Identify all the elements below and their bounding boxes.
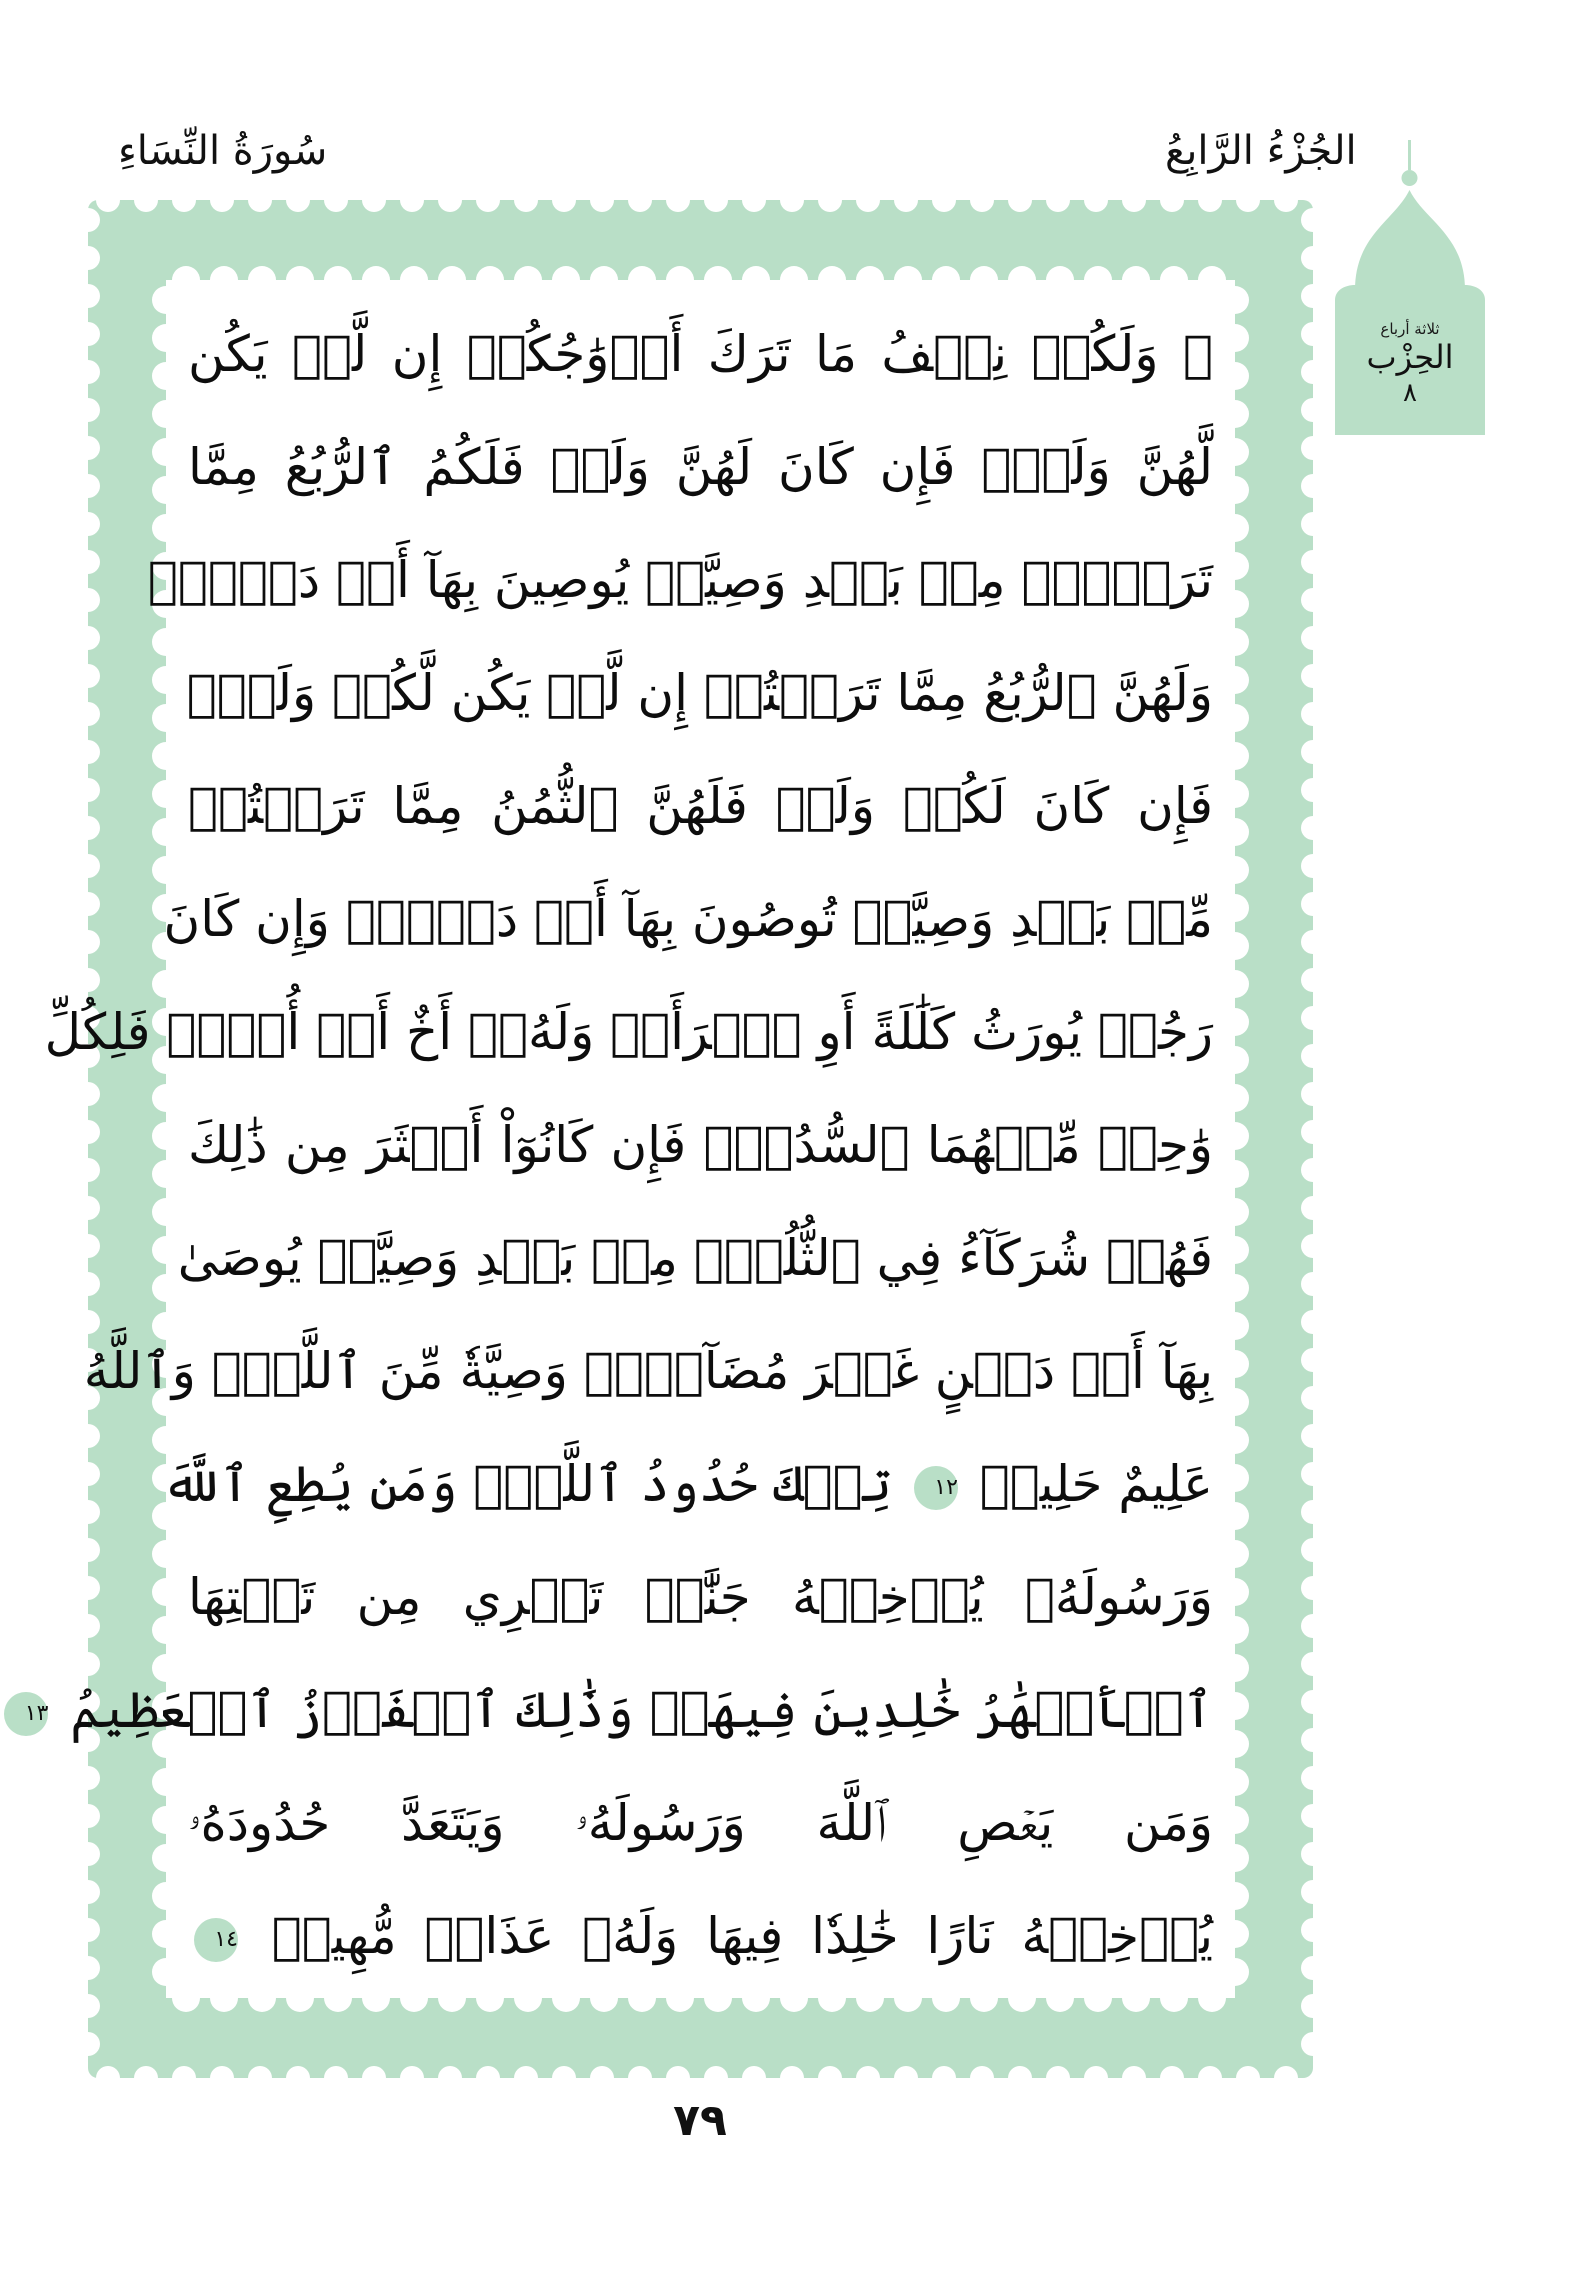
verse-line [163, 863, 1213, 976]
verse-segment: تِلۡكَ حُدُودُ ٱللَّهِۚ وَمَن يُطِعِ ٱللَّهَ [161, 1455, 892, 1513]
verse-segment: مِّنۢ بَعۡدِ وَصِيَّةٖ تُوصُونَ بِهَآ أَوۡ دَيۡنٖۗ وَإِن كَانَ [163, 890, 1213, 948]
verse-segment: وَلَهُنَّ ٱلرُّبُعُ مِمَّا تَرَكۡتُمۡ إِن لَّمۡ يَكُن لَّكُمۡ وَلَدٞۚ [186, 664, 1213, 722]
verse-line [188, 1767, 1213, 1880]
verse-line [188, 1880, 1213, 1993]
hizb-quarter-label: ثلاثة أرباع [1380, 320, 1440, 338]
juz-title: الجُزْءُ الرَّابِعُ [1165, 128, 1357, 174]
verse-segment: فَإِن كَانَ لَكُمۡ وَلَدٞ فَلَهُنَّ ٱلثُّمُنُ مِمَّا تَرَكۡتُمۚ [188, 777, 1213, 835]
verse-segment: فَهُمۡ شُرَكَآءُ فِي ٱلثُّلُثِۚ مِنۢ بَعۡدِ وَصِيَّةٖ يُوصَىٰ [177, 1229, 1213, 1287]
verse-line [24, 1654, 1213, 1767]
verse-segment: بِهَآ أَوۡ دَيۡنٍ غَيۡرَ مُضَآرّٖۚ وَصِيَّةٗ مِّنَ ٱللَّهِۗ وَٱللَّهُ [83, 1342, 1213, 1400]
surah-title: سُورَةُ النِّسَاءِ [118, 128, 328, 174]
hizb-word: الحِزْب [1366, 338, 1454, 376]
page-frame [24, 200, 1313, 2078]
verse-segment: يُدۡخِلۡهُ نَارًا خَٰلِدٗا فِيهَا وَلَهُۥ عَذَابٞ مُّهِينٞ [271, 1907, 1213, 1965]
page-number: ٧٩ [673, 2095, 727, 2146]
verse-line [44, 976, 1213, 1089]
verse-line [147, 524, 1213, 637]
verse-line [161, 1428, 1213, 1541]
text-panel [24, 280, 1235, 1998]
verse-segment: لَّهُنَّ وَلَدٞۚ فَإِن كَانَ لَهُنَّ وَلَدٞ فَلَكُمُ ٱلرُّبُعُ مِمَّا [188, 438, 1213, 496]
verse-segment: عَلِيمٌ حَلِيمٞ [979, 1455, 1213, 1513]
ayah-number-marker: ١٤ [194, 1918, 238, 1962]
hizb-marker [1335, 140, 1485, 440]
verse-segment: ٱلۡأَنۡهَٰرُ خَٰلِدِينَ فِيهَاۚ وَذَٰلِكَ ٱلۡفَوۡزُ ٱلۡعَظِيمُ [70, 1681, 1213, 1739]
verse-line [188, 1541, 1213, 1654]
verse-line [188, 637, 1213, 750]
verse-line [188, 750, 1213, 863]
verse-segment: وَٰحِدٖ مِّنۡهُمَا ٱلسُّدُسُۚ فَإِن كَانُوٓاْ أَكۡثَرَ مِن ذَٰلِكَ [188, 1116, 1213, 1174]
verse-line [177, 1202, 1213, 1315]
verse-segment: وَرَسُولَهُۥ يُدۡخِلۡهُ جَنَّٰتٖ تَجۡرِي مِن تَحۡتِهَا [188, 1568, 1213, 1626]
verse-line [188, 298, 1213, 411]
verse-segment: تَرَكۡنَۚ مِنۢ بَعۡدِ وَصِيَّةٖ يُوصِينَ بِهَآ أَوۡ دَيۡنٖۚ [147, 551, 1213, 609]
verse-segment: رَجُلٞ يُورَثُ كَلَٰلَةً أَوِ ٱمۡرَأَةٞ وَلَهُۥٓ أَخٌ أَوۡ أُخۡتٞ فَلِكُلِّ [44, 1003, 1213, 1061]
hizb-number: ٨ [1403, 378, 1417, 408]
ayah-number-marker: ١٣ [4, 1692, 48, 1736]
verse-segment: وَمَن يَعۡصِ ٱللَّهَ وَرَسُولَهُۥ وَيَتَعَدَّ حُدُودَهُۥ [188, 1794, 1213, 1852]
verse-segment: ۞ وَلَكُمۡ نِصۡفُ مَا تَرَكَ أَزۡوَٰجُكُمۡ إِن لَّمۡ يَكُن [188, 325, 1213, 383]
verse-text [24, 298, 1213, 1993]
verse-line [188, 1089, 1213, 1202]
verse-line [188, 411, 1213, 524]
ayah-number-marker: ١٢ [914, 1466, 958, 1510]
verse-line [83, 1315, 1213, 1428]
